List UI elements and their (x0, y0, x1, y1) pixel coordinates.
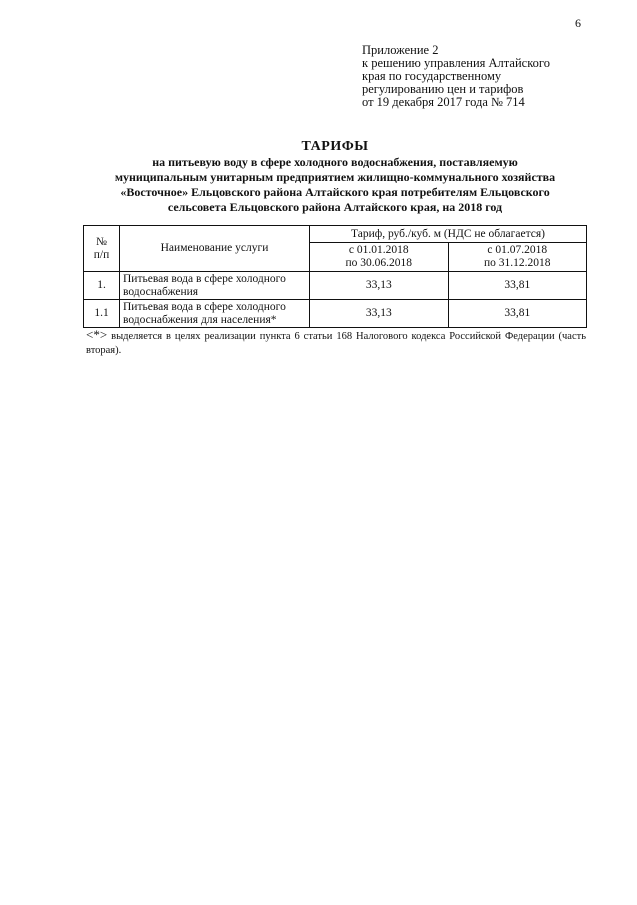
period-end: по 30.06.2018 (345, 257, 413, 269)
row-service-name (120, 272, 310, 300)
header-tariff-cell: Тариф, руб./куб. м (НДС не облагается) (310, 226, 587, 243)
table-header-row (84, 226, 587, 243)
appendix-line: Приложение 2 (362, 43, 439, 57)
service-name-line: Питьевая вода в сфере холодного (123, 300, 286, 313)
service-name-line: Питьевая вода в сфере холодного (123, 272, 286, 285)
appendix-line: от 19 декабря 2017 года № 714 (362, 95, 525, 109)
period-start: с 01.07.2018 (487, 244, 548, 256)
row-service-name (120, 300, 310, 328)
appendix-block (362, 44, 602, 109)
title-line: муниципальным унитарным предприятием жилищно-коммунального хозяйства (114, 170, 556, 184)
row-value: 33,13 (310, 272, 449, 300)
header-num-cell (84, 226, 120, 272)
footnote (86, 328, 586, 358)
period-start: с 01.01.2018 (348, 244, 409, 256)
title-line: сельсовета Ельцовского района Алтайского края, на 2018 год (167, 200, 503, 214)
header-name-cell: Наименование услуги (120, 226, 310, 272)
footnote-text: выделяется в целях реализации пункта 6 статьи 168 Налогового кодекса Российской Федерации (часть вторая). (86, 331, 586, 356)
header-period-cell (310, 243, 449, 272)
appendix-line: к решению управления Алтайского (362, 56, 550, 70)
row-value: 33,81 (448, 272, 587, 300)
header-period-cell (448, 243, 587, 272)
period-end: по 31.12.2018 (483, 257, 551, 269)
appendix-line: регулированию цен и тарифов (362, 82, 524, 96)
row-num: 1. (84, 272, 120, 300)
service-name-line: водоснабжения (123, 285, 199, 298)
title-main: ТАРИФЫ (301, 139, 369, 154)
appendix-line: края по государственному (362, 69, 502, 83)
service-name-line: водоснабжения для населения* (123, 313, 277, 326)
row-num: 1.1 (84, 300, 120, 328)
header-num-label: п/п (93, 248, 110, 261)
title-line: «Восточное» Ельцовского района Алтайского края потребителям Ельцовского (120, 185, 550, 199)
title-line: на питьевую воду в сфере холодного водоснабжения, поставляемую (152, 155, 518, 169)
header-num-symbol: № (96, 235, 107, 248)
table-row (84, 272, 587, 300)
document-title (80, 139, 590, 215)
row-value: 33,81 (448, 300, 587, 328)
tariff-table (83, 225, 587, 328)
table-row (84, 300, 587, 328)
footnote-mark: <*> (86, 327, 108, 342)
page-number: 6 (575, 16, 581, 30)
row-value: 33,13 (310, 300, 449, 328)
